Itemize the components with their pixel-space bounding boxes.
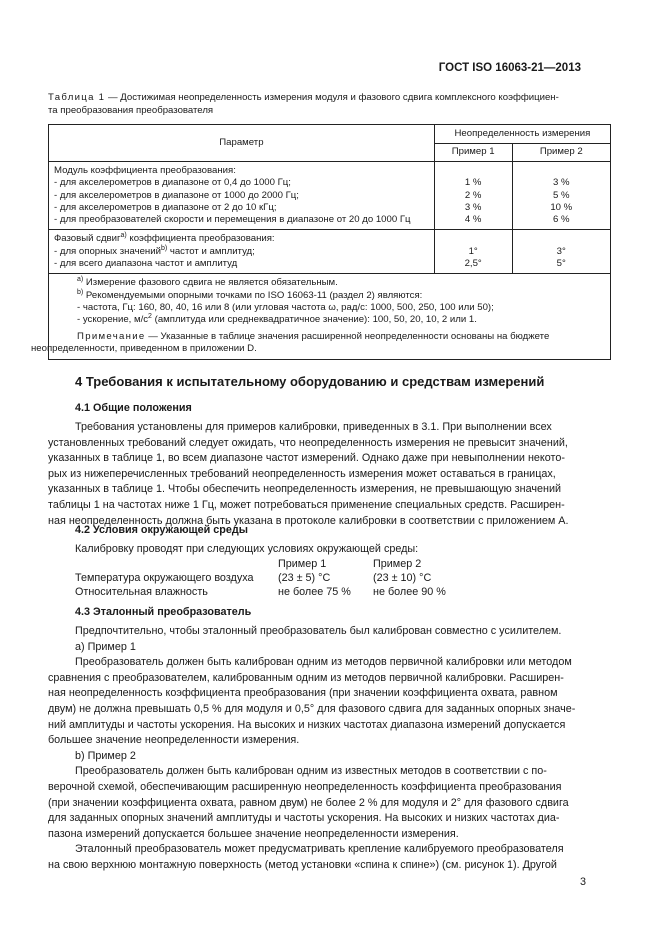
table-caption-label: Таблица 1 xyxy=(48,92,106,103)
param-row: - для акселерометров в диапазоне от 1000 до 2000 Гц; xyxy=(54,189,299,201)
conditions-temperature-label: Температура окружающего воздуха xyxy=(75,572,254,584)
column-header-uncertainty: Неопределенность измерения xyxy=(434,125,610,144)
section-4-2-heading: 4.2 Условия окружающей среды xyxy=(75,524,248,536)
conditions-col-example-1: Пример 1 xyxy=(278,558,327,570)
group-magnitude-params xyxy=(49,162,435,230)
value-cell: 4 % xyxy=(464,214,482,226)
section-4-heading: 4 Требования к испытательному оборудованию и средствам измерений xyxy=(75,374,545,389)
paragraph-line: Преобразователь должен быть калиброван одним из известных методов в соответствии с по- xyxy=(75,765,547,778)
param-row: - для акселерометров в диапазоне от 2 до 10 кГц; xyxy=(54,201,277,213)
paragraph-line: указанных в таблице 1. Чтобы обеспечить неопределенность измерения, не превышающую значений xyxy=(48,483,562,496)
group-magnitude-example-2 xyxy=(512,162,611,230)
table-footnotes xyxy=(31,274,611,360)
paragraph-line: на свою верхнюю монтажную поверхность (метод установки «спина к спине») (см. рисунок 1). Другой xyxy=(48,858,557,871)
group-title: Модуль коэффициента преобразования: xyxy=(54,165,236,176)
value-cell: 1 % xyxy=(464,177,482,189)
document-code-header: ГОСТ ISO 16063-21—2013 xyxy=(438,62,581,74)
paragraph-line: Преобразователь должен быть калиброван одним из методов первичной калибровки или методом xyxy=(75,656,572,669)
paragraph-line: верочной схемой, обеспечивающим расширенную неопределенность коэффициента преобразования xyxy=(48,780,562,793)
conditions-humidity-ex1: не более 75 % xyxy=(278,586,351,598)
group-phase-example-2 xyxy=(512,230,611,274)
table-group-magnitude xyxy=(49,162,611,230)
group-magnitude-example-1 xyxy=(434,162,512,230)
page-number: 3 xyxy=(579,876,586,888)
paragraph-line: пазона измерений допускается большее значение неопределенности измерения. xyxy=(48,827,459,840)
section-4-2-intro: Калибровку проводят при следующих условиях окружающей среды: xyxy=(75,543,419,555)
group-phase-example-1 xyxy=(434,230,512,274)
paragraph-line: Эталонный преобразователь может предусматривать крепление калибруемого преобразователя xyxy=(75,843,564,856)
table-caption-text: — Достижимая неопределенность измерения модуля и фазового сдвига комплексного коэффициен- xyxy=(105,92,559,103)
group-phase-params xyxy=(49,230,435,274)
value-cell: 3 % xyxy=(464,201,482,213)
group-title: Фазовый сдвиг$^{a)}$ коэффициента преобразования: xyxy=(54,232,275,245)
value-cell: 2,5° xyxy=(464,258,482,270)
paragraph-line: указанных в таблице 1, во всем диапазоне частот измерений. Однако даже при невыполнении некото- xyxy=(48,452,565,465)
conditions-humidity-label: Относительная влажность xyxy=(75,586,208,598)
section-4-3-heading: 4.3 Эталонный преобразователь xyxy=(75,606,252,618)
section-4-1-paragraph xyxy=(48,420,584,529)
footnote-b: $^{b)}$ Рекомендуемыми опорными точками по ISO 16063-11 (раздел 2) являются: xyxy=(77,288,423,301)
table-caption-text-cont: та преобразования преобразователя xyxy=(48,104,214,116)
paragraph-line: установленных требований следует ожидать, что неопределенность измерения не превысит значений, xyxy=(48,436,568,449)
value-cell: 1° xyxy=(468,245,478,257)
table-caption xyxy=(48,92,608,117)
footnote-frequency: - частота, Гц: 160, 80, 40, 16 или 8 (или угловая частота ω, рад/с: 1000, 500, 250, 100 или 50); xyxy=(77,301,494,313)
param-row: - для всего диапазона частот и амплитуд xyxy=(54,258,238,270)
paragraph-line: ная неопределенность коэффициента преобразования (при значении коэффициента охвата, равном xyxy=(48,687,558,700)
paragraph-line: Требования установлены для примеров калибровки, приведенных в 3.1. При выполнении всех xyxy=(75,421,552,433)
section-4-1-heading: 4.1 Общие положения xyxy=(75,402,192,414)
paragraph-line: сравнения с преобразователем, калиброванным одним из методов первичной калибровки. Расширен- xyxy=(48,671,564,684)
param-row: - для акселерометров в диапазоне от 0,4 до 1000 Гц; xyxy=(54,177,291,189)
section-4-3-paragraphs xyxy=(48,624,584,874)
paragraph-line: (при значении коэффициента охвата, равном двум) не более 2 % для модуля и 2° для фазового сдвига xyxy=(48,796,569,809)
value-cell: 5 % xyxy=(552,189,570,201)
paragraph-line: Предпочтительно, чтобы эталонный преобразователь был калиброван совместно с усилителем. xyxy=(75,625,562,637)
uncertainty-table xyxy=(31,124,611,360)
conditions-temperature-ex1: (23 ± 5) °С xyxy=(278,572,331,584)
param-row: - для преобразователей скорости и перемещения в диапазоне от 20 до 1000 Гц xyxy=(54,214,411,226)
value-cell: 3° xyxy=(556,245,566,257)
example-2-label: b) Пример 2 xyxy=(75,749,136,762)
paragraph-line: ная неопределенность должна быть указана в протоколе калибровки в соответствии с приложением А. xyxy=(48,514,569,527)
table-group-phase xyxy=(49,230,611,274)
footnote-acceleration: - ускорение, $м/с^2$ (амплитуда или среднеквадратичное значение): 100, 50, 20, 10, 2 или 1. xyxy=(77,313,477,326)
table-remark: Примечание — Указанные в таблице значения расширенной неопределенности основаны на бюджете неопределенности, приведенном в приложении D. xyxy=(31,330,550,354)
conditions-humidity-ex2: не более 90 % xyxy=(373,586,446,598)
value-cell: 2 % xyxy=(464,189,482,201)
value-cell: 10 % xyxy=(550,201,573,213)
conditions-temperature-ex2: (23 ± 10) °С xyxy=(373,572,432,584)
value-cell: 5° xyxy=(556,258,566,270)
value-cell: 6 % xyxy=(552,214,570,226)
paragraph-line: ний амплитуды и частоты ускорения. На высоких и низких частотах диапазона измерений допускается xyxy=(48,718,566,731)
column-header-example-2: Пример 2 xyxy=(512,143,611,162)
paragraph-line: таблицы 1 на частотах ниже 1 Гц, может потребоваться применение специальных средств. Расширен- xyxy=(48,498,565,511)
param-row: - для опорных значений$^{b)}$ частот и амплитуд; xyxy=(54,244,255,257)
example-1-label: а) Пример 1 xyxy=(75,640,136,653)
paragraph-line: двум) не должна превышать 0,5 % для модуля и 0,5° для фазового сдвига для заданных опорных значе- xyxy=(48,702,576,715)
footnote-a: $^{a)}$ Измерение фазового сдвига не является обязательным. xyxy=(77,276,338,289)
column-header-example-1: Пример 1 xyxy=(434,143,512,162)
paragraph-line: большее значение неопределенности измерения. xyxy=(48,734,300,747)
paragraph-line: для заданных опорных значений амплитуды и частоты ускорения. На высоких и низких частотах диа- xyxy=(48,812,560,825)
column-header-parameter: Параметр xyxy=(49,125,435,162)
conditions-col-example-2: Пример 2 xyxy=(373,558,422,570)
value-cell: 3 % xyxy=(552,177,570,189)
paragraph-line: рых из нижеперечисленных требований неопределенность измерения может оставаться в границах, xyxy=(48,467,556,480)
